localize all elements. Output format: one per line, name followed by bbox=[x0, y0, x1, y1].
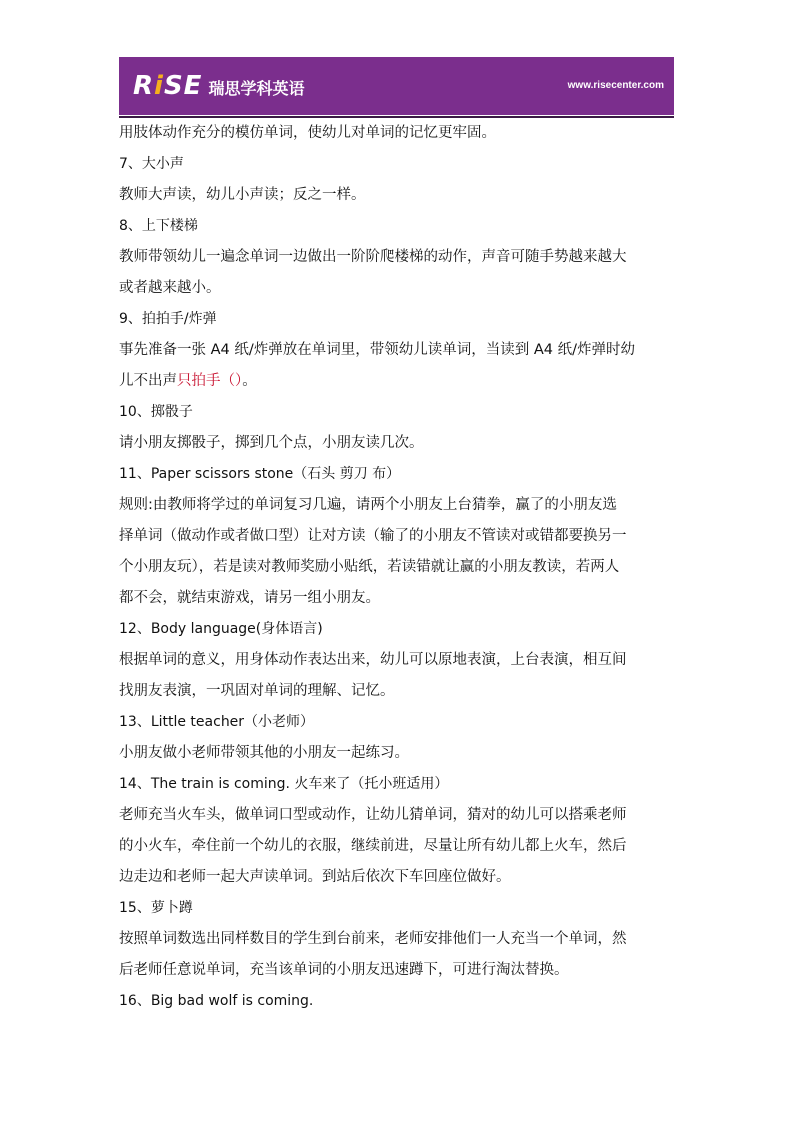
document-body bbox=[119, 118, 679, 1017]
rise-logo bbox=[133, 70, 304, 102]
section-12-body-line: 根据单词的意义，用身体动作表达出来，幼儿可以原地表演，上台表演，相互间 bbox=[119, 652, 627, 668]
section-9-title: 9、拍拍手/炸弹 bbox=[119, 311, 217, 327]
section-7-title: 7、大小声 bbox=[119, 156, 184, 172]
section-14-body-line: 老师充当火车头，做单词口型或动作，让幼儿猜单词，猜对的幼儿可以搭乘老师 bbox=[119, 807, 627, 823]
section-15-title: 15、萝卜蹲 bbox=[119, 900, 193, 916]
section-10-title: 10、掷骰子 bbox=[119, 404, 193, 420]
intro-line: 用肢体动作充分的模仿单词，使幼儿对单词的记忆更牢固。 bbox=[119, 125, 496, 141]
section-13-title: 13、Little teacher（小老师） bbox=[119, 714, 315, 730]
section-8-body-line: 或者越来越小。 bbox=[119, 280, 221, 296]
section-8-title: 8、上下楼梯 bbox=[119, 218, 198, 234]
section-14-body-line: 边走边和老师一起大声读单词。到站后依次下车回座位做好。 bbox=[119, 869, 511, 885]
section-9-body-line: 事先准备一张 A4 纸/炸弹放在单词里，带领幼儿读单词，当读到 A4 纸/炸弹时幼 bbox=[119, 342, 635, 358]
section-13-body: 小朋友做小老师带领其他的小朋友一起练习。 bbox=[119, 745, 409, 761]
section-12-title: 12、Body language(身体语言) bbox=[119, 621, 323, 637]
section-12-body-line: 找朋友表演，一巩固对单词的理解、记忆。 bbox=[119, 683, 395, 699]
section-15-body-line: 按照单词数选出同样数目的学生到台前来，老师安排他们一人充当一个单词，然 bbox=[119, 931, 627, 947]
section-7-body: 教师大声读，幼儿小声读；反之一样。 bbox=[119, 187, 366, 203]
body-text: 儿不出声 bbox=[119, 373, 177, 389]
section-8-body-line: 教师带领幼儿一遍念单词一边做出一阶阶爬楼梯的动作，声音可随手势越来越大 bbox=[119, 249, 627, 265]
header-banner bbox=[119, 57, 674, 115]
section-16-title: 16、Big bad wolf is coming. bbox=[119, 993, 314, 1009]
section-11-body-line: 规则:由教师将学过的单词复习几遍，请两个小朋友上台猜拳，赢了的小朋友选 bbox=[119, 497, 617, 513]
brand-name: 瑞思学科英语 bbox=[208, 79, 305, 98]
section-15-body-line: 后老师任意说单词，充当该单词的小朋友迅速蹲下，可进行淘汰替换。 bbox=[119, 962, 569, 978]
section-11-body-line: 都不会，就结束游戏，请另一组小朋友。 bbox=[119, 590, 380, 606]
section-11-title: 11、Paper scissors stone（石头 剪刀 布） bbox=[119, 466, 401, 482]
body-text: 。 bbox=[242, 373, 257, 389]
section-10-body: 请小朋友掷骰子，掷到几个点，小朋友读几次。 bbox=[119, 435, 424, 451]
section-14-title: 14、The train is coming. 火车来了（托小班适用） bbox=[119, 776, 449, 792]
section-11-body-line: 择单词（做动作或者做口型）让对方读（输了的小朋友不管读对或错都要换另一 bbox=[119, 528, 627, 544]
section-14-body-line: 的小火车，牵住前一个幼儿的衣服，继续前进，尽量让所有幼儿都上火车，然后 bbox=[119, 838, 627, 854]
logo-mark: RiSE bbox=[133, 71, 203, 101]
section-11-body-line: 个小朋友玩），若是读对教师奖励小贴纸，若读错就让赢的小朋友教读，若两人 bbox=[119, 559, 620, 575]
highlighted-text: 只拍手（） bbox=[177, 373, 243, 389]
website-url: www.risecenter.com bbox=[567, 80, 664, 91]
section-9-body-line bbox=[119, 366, 679, 397]
